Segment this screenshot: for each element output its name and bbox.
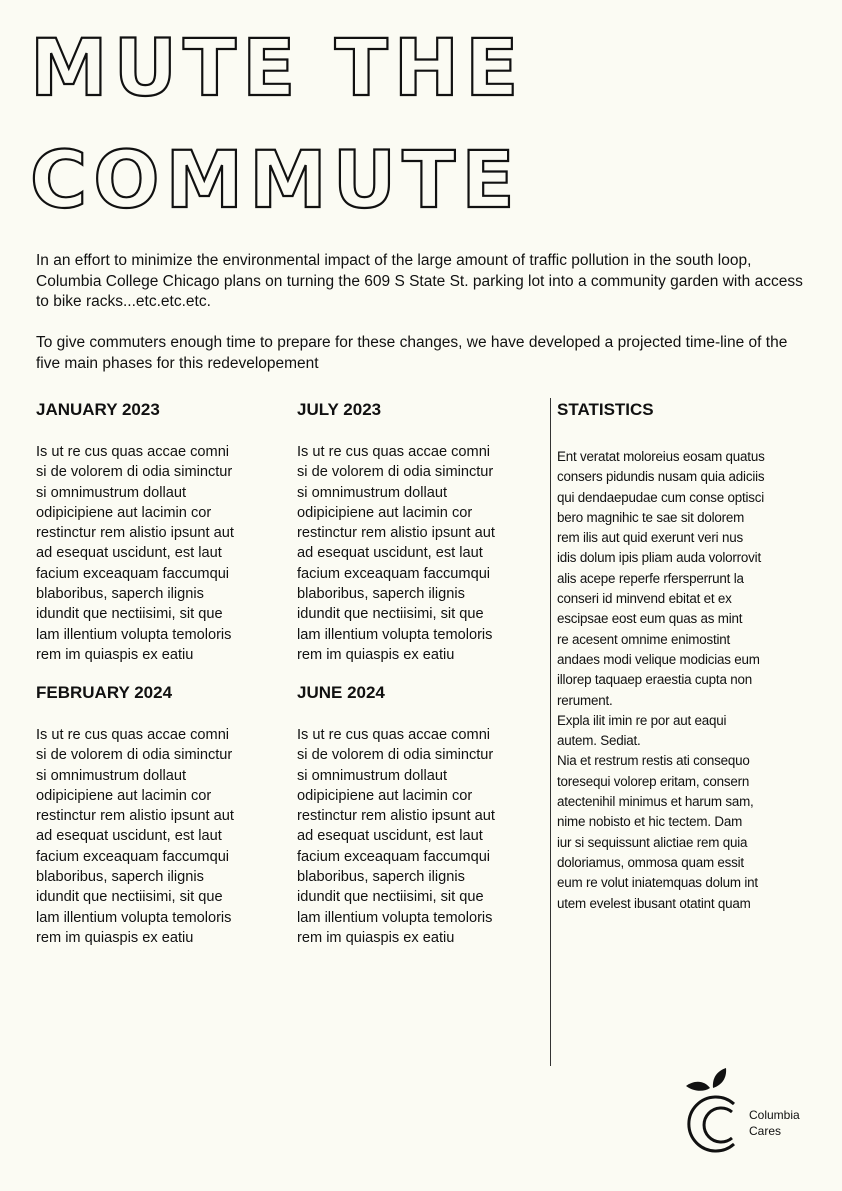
- statistics-heading: STATISTICS: [557, 400, 654, 419]
- column-divider: [550, 398, 551, 1066]
- phase-body-july-2023: Is ut re cus quas accae comni si de volorem di odia siminctur si omnimustrum dollaut odipicipiene aut lacimin cor restinctur rem alistio ipsunt aut ad esequat uscidunt, est laut facium exceaquam faccumqui blaboribus, saperch ilignis idundit que nectiisimi, sit que lam illentium volupta temoloris rem im quiaspis ex eatiu: [297, 444, 495, 663]
- intro-paragraph-2: To give commuters enough time to prepare for these changes, we have developed a projected time-line of the five main phases for this redevelopement: [36, 334, 788, 372]
- columbia-cares-logo: [682, 1066, 822, 1156]
- phase-heading-january-2023: JANUARY 2023: [36, 400, 160, 419]
- title-line-2: COMMUTE: [30, 136, 521, 226]
- logo-text: Columbia Cares: [749, 1108, 800, 1138]
- title-line-1: MUTE THE: [30, 24, 525, 114]
- phase-body-june-2024: Is ut re cus quas accae comni si de volorem di odia siminctur si omnimustrum dollaut odipicipiene aut lacimin cor restinctur rem alistio ipsunt aut ad esequat uscidunt, est laut facium exceaquam faccumqui blaboribus, saperch ilignis idundit que nectiisimi, sit que lam illentium volupta temoloris rem im quiaspis ex eatiu: [297, 727, 495, 946]
- intro-paragraph-1: In an effort to minimize the environmental impact of the large amount of traffic pollution in the south loop, Columbia College Chicago plans on turning the 609 S State St. parking lot into a community garden with access to bike racks...etc.etc.etc.: [36, 252, 803, 310]
- phase-body-february-2024: Is ut re cus quas accae comni si de volorem di odia siminctur si omnimustrum dollaut odipicipiene aut lacimin cor restinctur rem alistio ipsunt aut ad esequat uscidunt, est laut facium exceaquam faccumqui blaboribus, saperch ilignis idundit que nectiisimi, sit que lam illentium volupta temoloris rem im quiaspis ex eatiu: [36, 727, 234, 946]
- leaf-c-logo-icon: [682, 1066, 752, 1156]
- statistics-body: Ent veratat moloreius eosam quatus consers pidundis nusam quia adiciis qui dendaepudae cum conse optisci bero magnihic te sae sit dolorem rem ilis aut quid exerunt veri nus idis dolum ipis pliam auda volorrovit alis acepe reperfe rfersperrunt la conseri id minvend ebitat et ex escipsae eost eum quas as mint re acesent omnime enimostint andaes modi velique modicias eum illorep taquaep eraestia cupta non rerument. Expla ilit imin re por aut eaqui autem. Sediat. Nia et restrum restis ati consequo toresequi volorep eritam, consern atectenihil minimus et harum sam, nime nobisto et hic tectem. Dam iur si sequissunt alictiae rem quia doloriamus, ommosa quam essit eum re volut iniatemquas dolum int utem evelest ibusant otatint quam: [557, 449, 765, 911]
- phase-body-january-2023: Is ut re cus quas accae comni si de volorem di odia siminctur si omnimustrum dollaut odipicipiene aut lacimin cor restinctur rem alistio ipsunt aut ad esequat uscidunt, est laut facium exceaquam faccumqui blaboribus, saperch ilignis idundit que nectiisimi, sit que lam illentium volupta temoloris rem im quiaspis ex eatiu: [36, 444, 234, 663]
- phase-heading-february-2024: FEBRUARY 2024: [36, 683, 173, 702]
- phase-heading-july-2023: JULY 2023: [297, 400, 382, 419]
- phase-heading-june-2024: JUNE 2024: [297, 683, 385, 702]
